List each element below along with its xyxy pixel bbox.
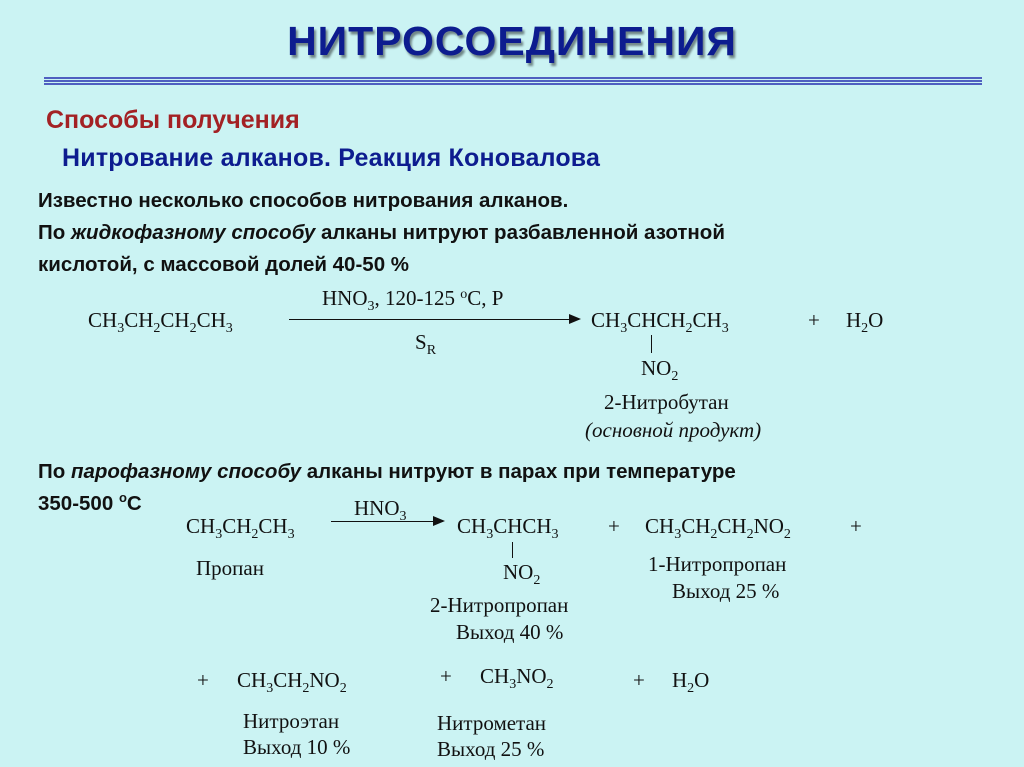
reaction1-arrow: [289, 319, 579, 320]
reaction2-arrow: [331, 521, 443, 522]
section-heading: Способы получения: [46, 106, 300, 134]
bond-line: [651, 335, 652, 353]
nitro-group: $NO_2$: [641, 356, 679, 384]
nitropropane2-name: 2-Нитропропан: [430, 593, 569, 617]
nitropropane2-yield: Выход 40 %: [456, 620, 564, 644]
nitromethane-yield: Выход 25 %: [437, 737, 545, 761]
reaction1-conditions: $HNO_3$, 120-125 $^o$C, P: [322, 286, 504, 314]
liquid-phase-line: По жидкофазному способу алканы нитруют разбавленной азотной: [38, 221, 725, 244]
product-name: 2-Нитробутан: [604, 390, 729, 414]
nitropropane1-yield: Выход 25 %: [672, 579, 780, 603]
propane-formula: $CH_3CH_2CH_3$: [186, 514, 295, 542]
nitrobutane-formula: $CH_3CHCH_2CH_3$: [591, 308, 729, 336]
butane-formula: $CH_3CH_2CH_2CH_3$: [88, 308, 233, 336]
nitro-group: $NO_2$: [503, 560, 541, 588]
water-formula: $H_2O$: [846, 308, 884, 336]
bond-line: [512, 542, 513, 558]
reaction2-reagent: $HNO_3$: [354, 496, 407, 524]
nitropropane1-name: 1-Нитропропан: [648, 552, 787, 576]
title-underline: [44, 77, 982, 86]
propane-name: Пропан: [196, 556, 264, 580]
page-title: НИТРОСОЕДИНЕНИЯ: [287, 18, 737, 64]
water-formula: $H_2O$: [672, 668, 710, 696]
plus-sign: +: [197, 668, 209, 692]
liquid-phase-concentration: кислотой, с массовой долей 40-50 %: [38, 253, 410, 276]
plus-sign: +: [850, 514, 862, 538]
plus-sign: +: [633, 668, 645, 692]
vapor-phase-line: По парофазному способу алканы нитруют в парах при температуре: [38, 460, 736, 483]
nitroethane-name: Нитроэтан: [243, 709, 340, 733]
nitromethane-name: Нитрометан: [437, 711, 547, 735]
product-note: (основной продукт): [585, 418, 762, 442]
vapor-phase-temperature: 350-500 $^o$C: [38, 490, 142, 515]
nitroethane-formula: $CH_3CH_2NO_2$: [237, 668, 347, 696]
subsection-heading: Нитрование алканов. Реакция Коновалова: [62, 144, 601, 172]
nitromethane-formula: $CH_3NO_2$: [480, 664, 554, 692]
plus-sign: +: [808, 308, 820, 332]
plus-sign: +: [440, 664, 452, 688]
intro-line: Известно несколько способов нитрования алканов.: [38, 189, 569, 212]
nitropropane2-formula: $CH_3CHCH_3$: [457, 514, 559, 542]
reaction1-mechanism: $S_R$: [415, 330, 437, 358]
nitroethane-yield: Выход 10 %: [243, 735, 351, 759]
plus-sign: +: [608, 514, 620, 538]
nitropropane1-formula: $CH_3CH_2CH_2NO_2$: [645, 514, 791, 542]
